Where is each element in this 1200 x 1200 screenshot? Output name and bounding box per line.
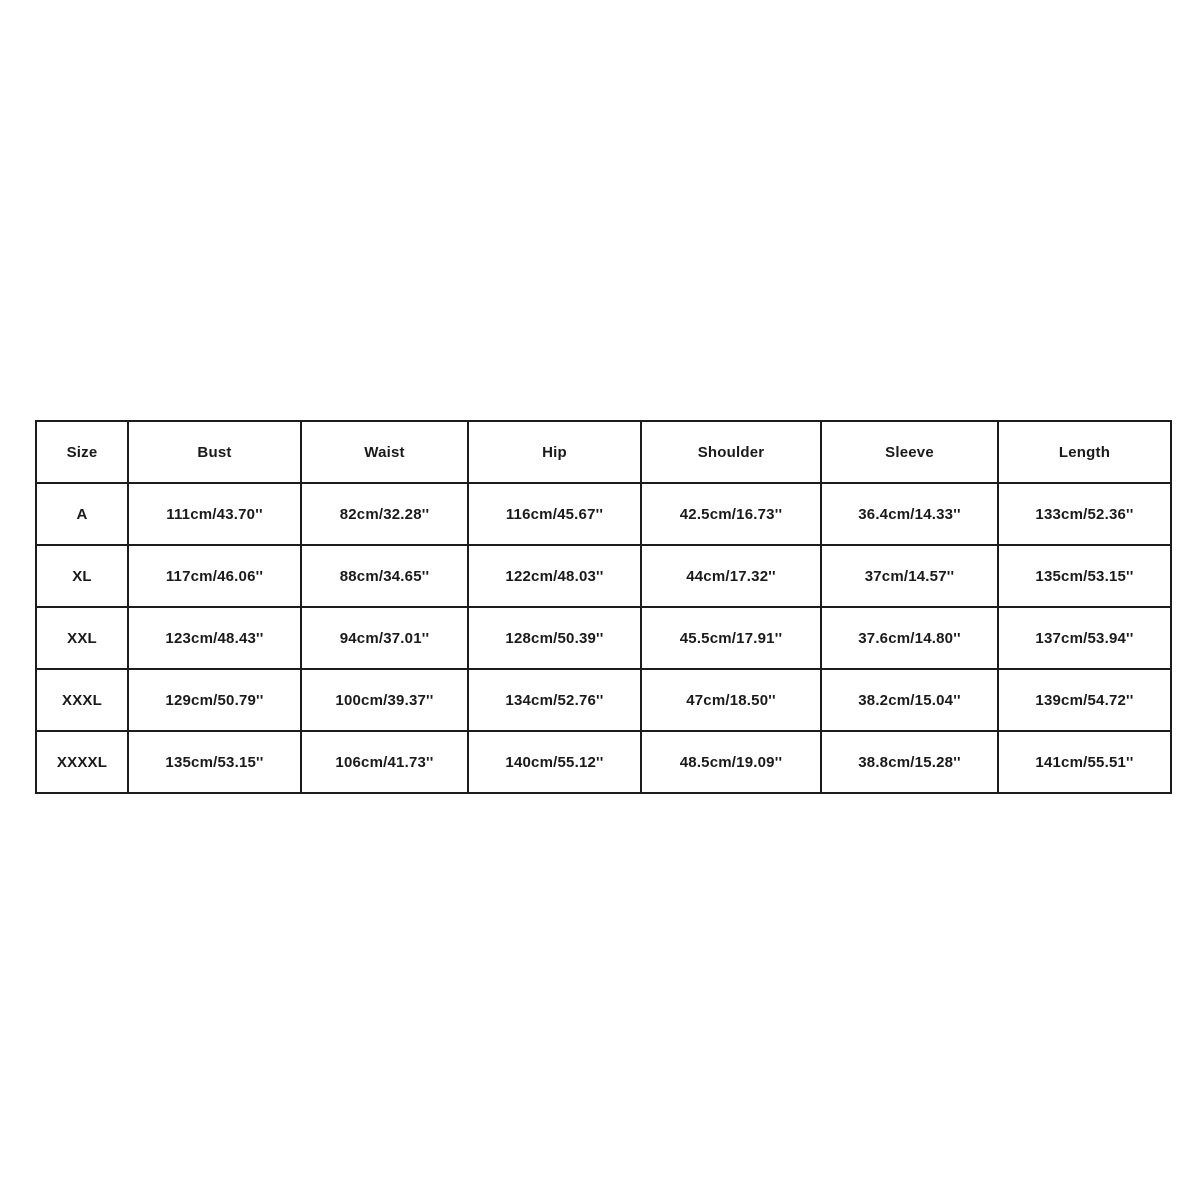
table-row: [36, 669, 1171, 731]
size-label: A: [36, 483, 128, 545]
hip-value: 134cm/52.76'': [468, 669, 641, 731]
hip-value: 122cm/48.03'': [468, 545, 641, 607]
bust-value: 129cm/50.79'': [128, 669, 301, 731]
waist-value: 88cm/34.65'': [301, 545, 468, 607]
column-header-shoulder: Shoulder: [641, 421, 821, 483]
bust-value: 123cm/48.43'': [128, 607, 301, 669]
bust-value: 117cm/46.06'': [128, 545, 301, 607]
size-label: XXL: [36, 607, 128, 669]
sleeve-value: 36.4cm/14.33'': [821, 483, 998, 545]
hip-value: 116cm/45.67'': [468, 483, 641, 545]
column-header-length: Length: [998, 421, 1171, 483]
table-row: [36, 731, 1171, 793]
sleeve-value: 37.6cm/14.80'': [821, 607, 998, 669]
length-value: 133cm/52.36'': [998, 483, 1171, 545]
bust-value: 135cm/53.15'': [128, 731, 301, 793]
sleeve-value: 38.2cm/15.04'': [821, 669, 998, 731]
shoulder-value: 45.5cm/17.91'': [641, 607, 821, 669]
table-row: [36, 545, 1171, 607]
size-chart-table: [35, 420, 1172, 794]
length-value: 135cm/53.15'': [998, 545, 1171, 607]
shoulder-value: 44cm/17.32'': [641, 545, 821, 607]
shoulder-value: 42.5cm/16.73'': [641, 483, 821, 545]
sleeve-value: 37cm/14.57'': [821, 545, 998, 607]
waist-value: 94cm/37.01'': [301, 607, 468, 669]
column-header-sleeve: Sleeve: [821, 421, 998, 483]
column-header-waist: Waist: [301, 421, 468, 483]
column-header-hip: Hip: [468, 421, 641, 483]
bust-value: 111cm/43.70'': [128, 483, 301, 545]
table-row: [36, 483, 1171, 545]
shoulder-value: 47cm/18.50'': [641, 669, 821, 731]
size-label: XXXXL: [36, 731, 128, 793]
shoulder-value: 48.5cm/19.09'': [641, 731, 821, 793]
column-header-bust: Bust: [128, 421, 301, 483]
waist-value: 100cm/39.37'': [301, 669, 468, 731]
waist-value: 106cm/41.73'': [301, 731, 468, 793]
table-row: [36, 607, 1171, 669]
header-row: [36, 421, 1171, 483]
waist-value: 82cm/32.28'': [301, 483, 468, 545]
hip-value: 128cm/50.39'': [468, 607, 641, 669]
size-label: XXXL: [36, 669, 128, 731]
length-value: 141cm/55.51'': [998, 731, 1171, 793]
length-value: 137cm/53.94'': [998, 607, 1171, 669]
column-header-size: Size: [36, 421, 128, 483]
hip-value: 140cm/55.12'': [468, 731, 641, 793]
size-chart-container: [35, 420, 1170, 794]
size-label: XL: [36, 545, 128, 607]
sleeve-value: 38.8cm/15.28'': [821, 731, 998, 793]
length-value: 139cm/54.72'': [998, 669, 1171, 731]
